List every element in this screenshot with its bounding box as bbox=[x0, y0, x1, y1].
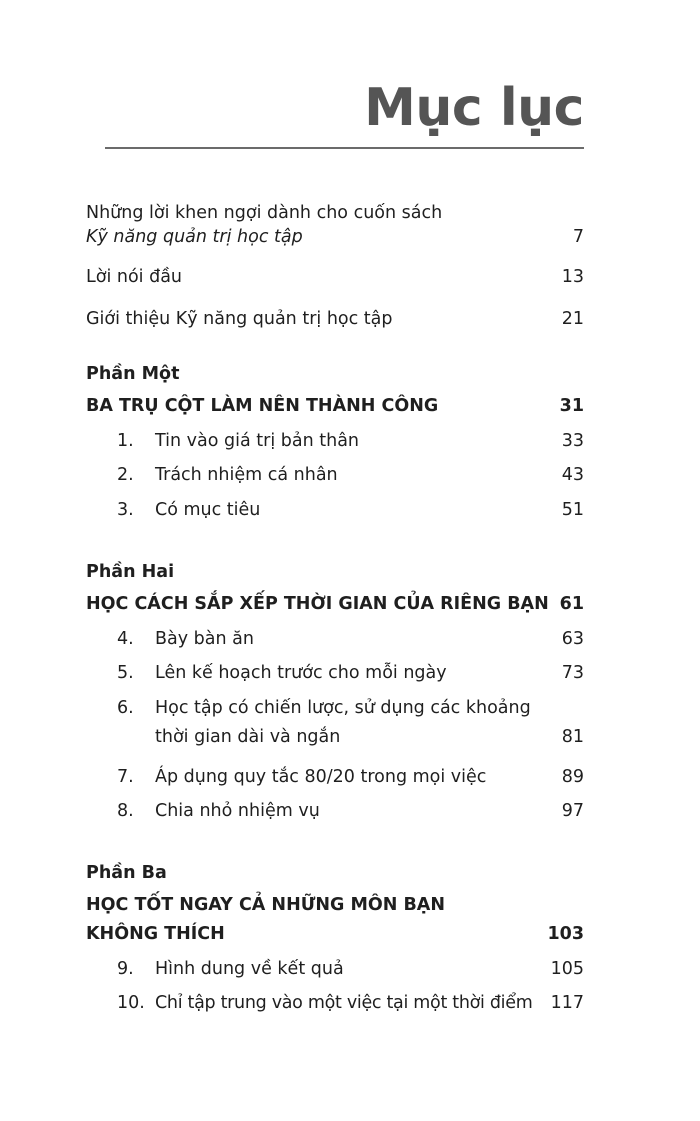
chapter-title: Trách nhiệm cá nhân bbox=[155, 465, 338, 485]
toc-page-number: 105 bbox=[550, 959, 584, 979]
toc-entry-text: Những lời khen ngợi dành cho cuốn sách bbox=[86, 203, 443, 223]
toc-page-number: 21 bbox=[561, 309, 584, 329]
chapter-number: 3. bbox=[117, 500, 134, 520]
chapter-number: 8. bbox=[117, 801, 134, 821]
toc-page-number: 63 bbox=[561, 629, 584, 649]
toc-page-number: 89 bbox=[561, 767, 584, 787]
part-title: BA TRỤ CỘT LÀM NÊN THÀNH CÔNG bbox=[86, 396, 439, 416]
chapter-title: Tin vào giá trị bản thân bbox=[155, 431, 360, 451]
part-title: HỌC TỐT NGAY CẢ NHỮNG MÔN BẠN bbox=[86, 895, 445, 915]
toc-page-number: 13 bbox=[561, 267, 584, 287]
part-label-text: Phần Một bbox=[86, 364, 180, 384]
toc-page-number: 103 bbox=[547, 924, 584, 944]
toc-page-number: 61 bbox=[559, 594, 584, 614]
chapter-number: 6. bbox=[117, 698, 134, 718]
toc-page-number: 43 bbox=[561, 465, 584, 485]
toc-entry-text-italic: Kỹ năng quản trị học tập bbox=[86, 227, 303, 247]
page-title: Mục lục bbox=[364, 78, 584, 138]
chapter-title: Hình dung về kết quả bbox=[155, 959, 344, 979]
chapter-title: Chia nhỏ nhiệm vụ bbox=[155, 801, 320, 821]
toc-page-number: 33 bbox=[561, 431, 584, 451]
toc-page-number: 7 bbox=[572, 227, 584, 247]
part-label-text: Phần Hai bbox=[86, 562, 175, 582]
chapter-title: Có mục tiêu bbox=[155, 500, 261, 520]
chapter-number: 2. bbox=[117, 465, 134, 485]
chapter-title: Chỉ tập trung vào một việc tại một thời điểm bbox=[155, 993, 533, 1013]
chapter-title-cont: thời gian dài và ngắn bbox=[155, 727, 341, 747]
chapter-number: 4. bbox=[117, 629, 134, 649]
chapter-number: 7. bbox=[117, 767, 134, 787]
toc-page-number: 81 bbox=[561, 727, 584, 747]
toc-entry-text: Lời nói đầu bbox=[86, 267, 183, 287]
part-title: HỌC CÁCH SẮP XẾP THỜI GIAN CỦA RIÊNG BẠN bbox=[86, 594, 549, 614]
chapter-title: Áp dụng quy tắc 80/20 trong mọi việc bbox=[155, 767, 487, 787]
chapter-number: 5. bbox=[117, 663, 134, 683]
chapter-number: 10. bbox=[117, 993, 145, 1013]
toc-page-number: 51 bbox=[561, 500, 584, 520]
chapter-title: Lên kế hoạch trước cho mỗi ngày bbox=[155, 663, 447, 683]
title-rule bbox=[105, 147, 584, 149]
toc-page-number: 97 bbox=[561, 801, 584, 821]
toc-page-number: 73 bbox=[561, 663, 584, 683]
chapter-number: 9. bbox=[117, 959, 134, 979]
part-label-text: Phần Ba bbox=[86, 863, 167, 883]
chapter-title: Bày bàn ăn bbox=[155, 629, 254, 649]
toc-page-number: 117 bbox=[550, 993, 584, 1013]
part-title-cont: KHÔNG THÍCH bbox=[86, 924, 225, 944]
toc-entry-text: Giới thiệu Kỹ năng quản trị học tập bbox=[86, 309, 393, 329]
chapter-title: Học tập có chiến lược, sử dụng các khoảng bbox=[155, 698, 531, 718]
toc-page-number: 31 bbox=[559, 396, 584, 416]
chapter-number: 1. bbox=[117, 431, 134, 451]
